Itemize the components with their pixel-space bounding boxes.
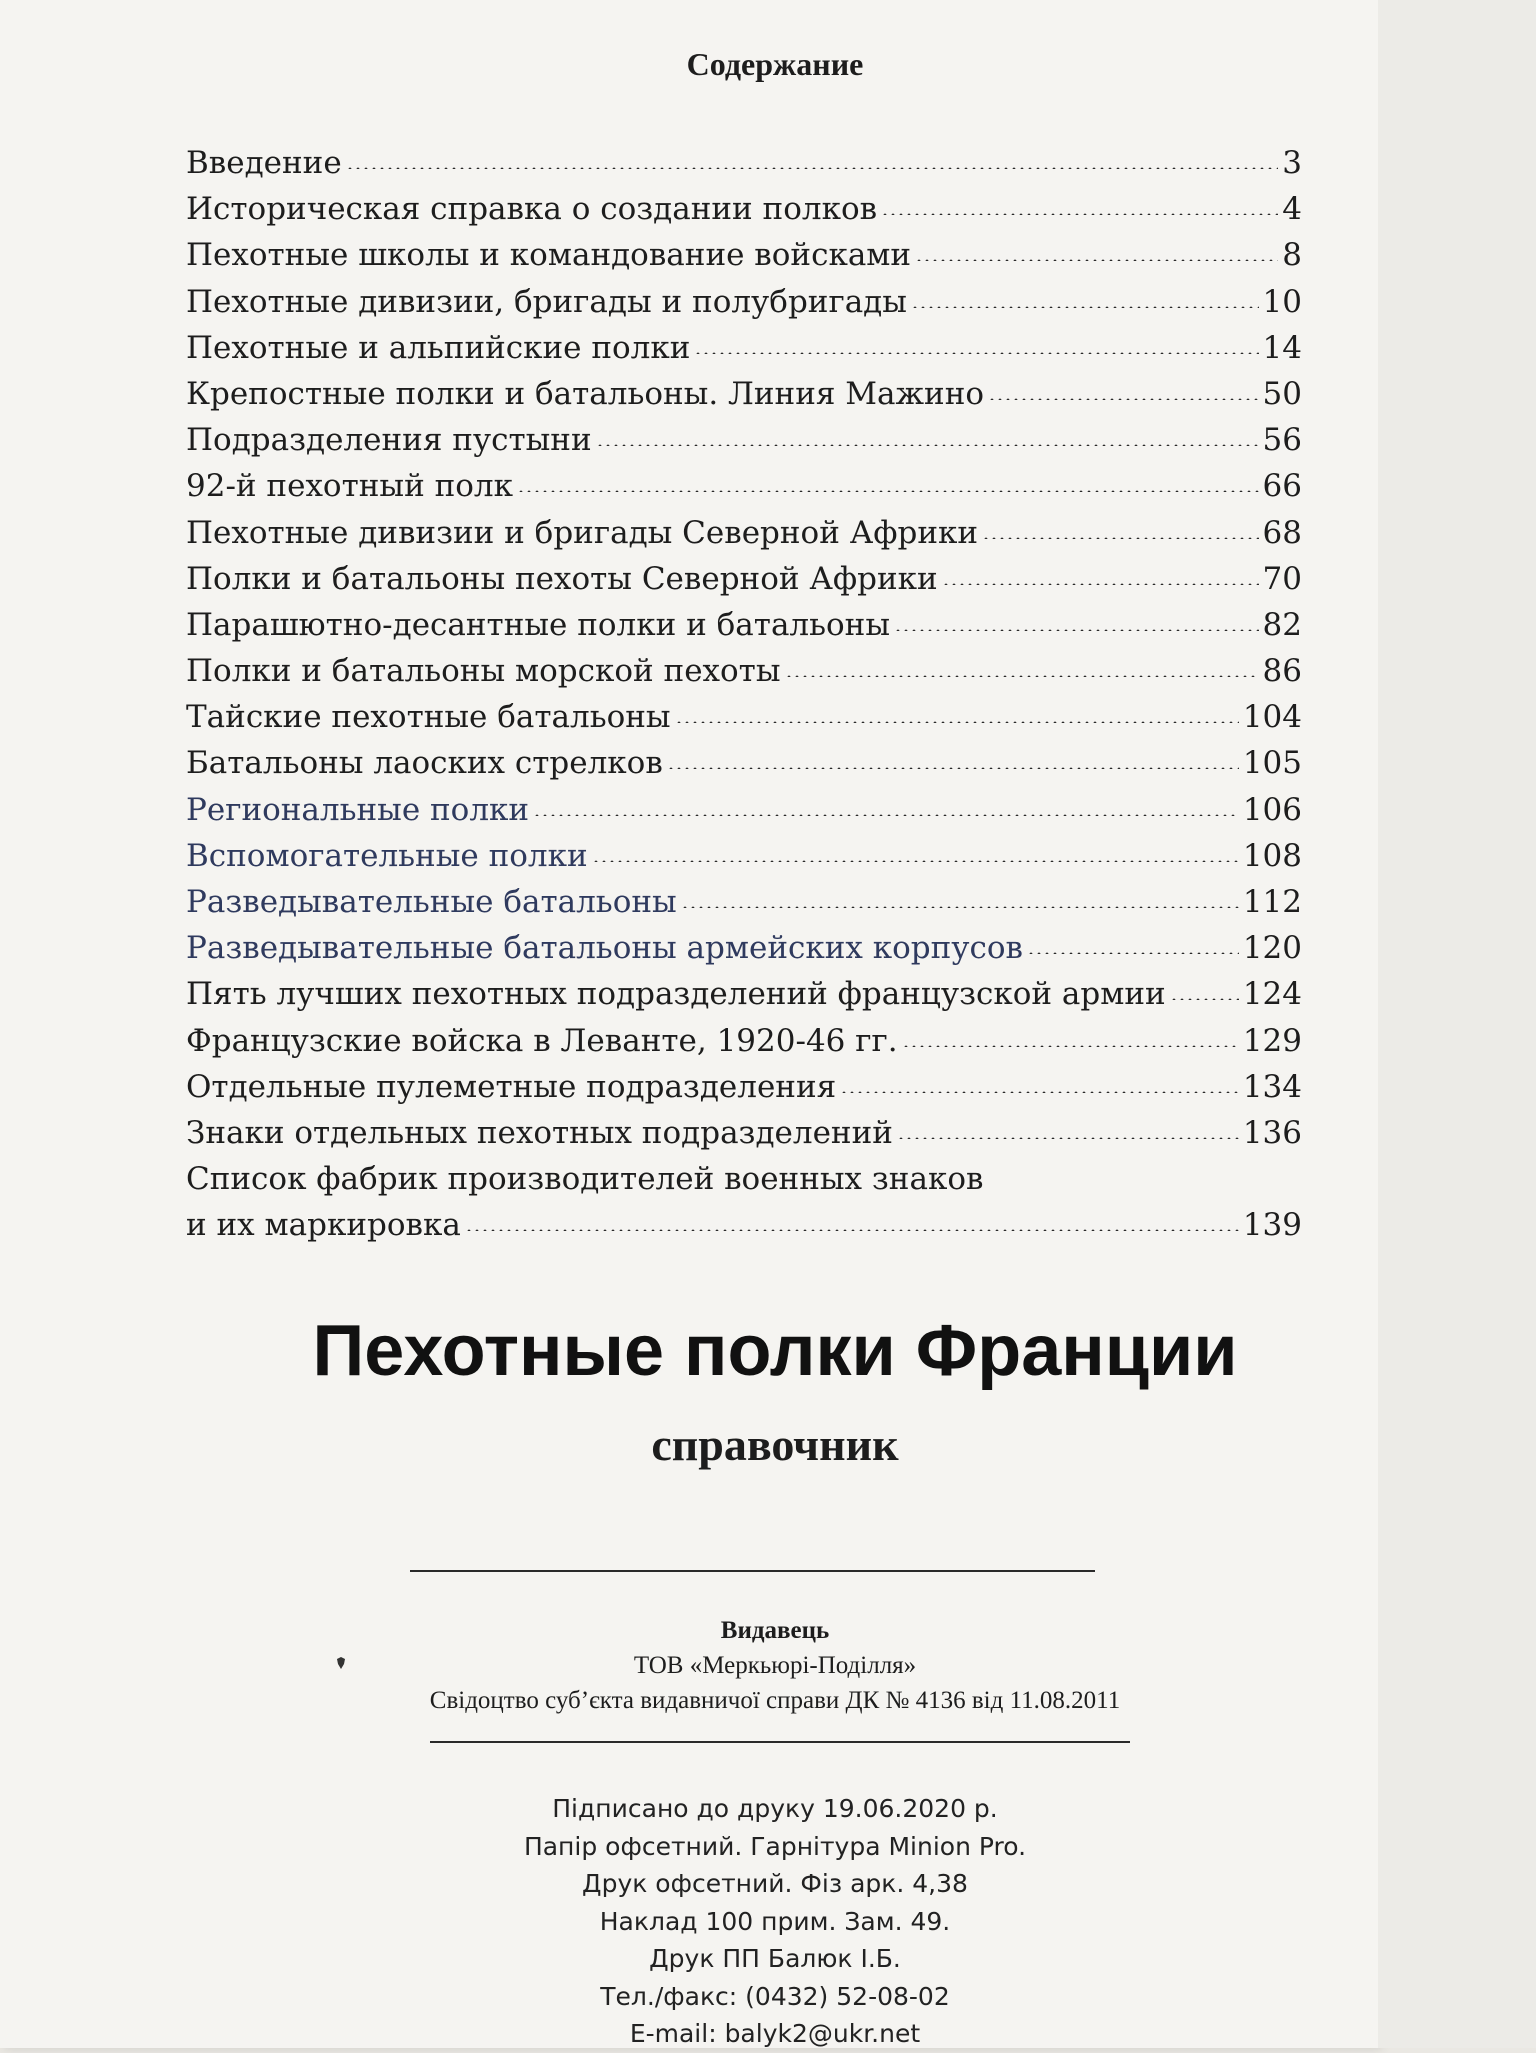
dot-leader (911, 306, 1259, 308)
toc-entry-page: 14 (1262, 329, 1302, 366)
toc-entry-page: 70 (1262, 560, 1302, 597)
toc-entry-title: Пехотные дивизии, бригады и полубригады (186, 283, 907, 320)
dot-leader (1027, 952, 1239, 954)
toc-entry-title: 92-й пехотный полк (186, 468, 513, 505)
dot-leader (517, 490, 1259, 492)
publisher-name: ТОВ «Меркьюрі-Поділля» (633, 1652, 917, 1679)
toc-entry-page: 4 (1282, 191, 1302, 228)
toc-entry (186, 140, 1302, 186)
toc-entry-title: Историческая справка о создании полков (186, 191, 878, 228)
dot-leader (988, 398, 1259, 400)
toc-entry-page: 136 (1242, 1114, 1302, 1151)
toc-entry-title: Пехотные школы и командование войсками (186, 237, 912, 274)
toc-entry-title-continued: и их маркировка (186, 1207, 461, 1244)
toc-entry-title: Парашютно-десантные полки и батальоны (186, 606, 890, 643)
toc-entry-page: 10 (1262, 283, 1302, 320)
dot-leader (894, 629, 1259, 631)
toc-entry-title: Крепостные полки и батальоны. Линия Мажино (186, 375, 985, 412)
toc-entry-title: Список фабрик производителей военных знаков (186, 1161, 984, 1198)
toc-entry-title: Тайские пехотные батальоны (186, 699, 671, 736)
toc-entry-title: Полки и батальоны морской пехоты (186, 653, 781, 690)
toc-entry-page: 108 (1242, 837, 1302, 874)
toc-entry-page: 56 (1262, 422, 1302, 459)
dot-leader (465, 1229, 1239, 1231)
toc-entry-title: Пехотные дивизии и бригады Северной Африки (186, 514, 979, 551)
toc-entry-page: 139 (1242, 1207, 1302, 1244)
toc-entry-page: 120 (1242, 930, 1302, 967)
divider-line (410, 1570, 1095, 1572)
toc-entry-title: Батальоны лаоских стрелков (186, 745, 663, 782)
toc-entry (186, 1064, 1302, 1110)
table-of-contents (186, 140, 1302, 1248)
dot-leader (902, 1045, 1239, 1047)
book-subtitle: справочник (651, 1419, 899, 1470)
toc-entry (186, 694, 1302, 740)
publisher-certificate: Свідоцтво суб’єкта видавничої справи ДК № 4136 від 11.08.2011 (429, 1687, 1121, 1714)
imprint-line: Друк ПП Балюк І.Б. (649, 1944, 901, 1973)
toc-entry-title: Региональные полки (186, 791, 530, 828)
toc-entry (186, 879, 1302, 925)
imprint-line: Друк офсетний. Фіз арк. 4,38 (582, 1869, 968, 1898)
toc-entry-title: Подразделения пустыни (186, 422, 592, 459)
dot-leader (881, 213, 1278, 215)
toc-entry-page: 106 (1242, 791, 1302, 828)
toc-entry-page: 105 (1242, 745, 1302, 782)
toc-entry-page: 8 (1282, 237, 1302, 274)
toc-entry-title: Разведывательные батальоны армейских корпусов (186, 930, 1023, 967)
toc-entry (186, 1156, 1302, 1248)
toc-entry-page: 134 (1242, 1068, 1302, 1105)
dot-leader (982, 537, 1259, 539)
dot-leader (915, 259, 1278, 261)
toc-entry-title: Пять лучших пехотных подразделений французской армии (186, 976, 1166, 1013)
adjacent-page-edge (1378, 0, 1536, 2048)
toc-entry (186, 325, 1302, 371)
imprint-line: E-mail: balyk2@ukr.net (629, 2019, 921, 2048)
dot-leader (667, 767, 1239, 769)
toc-entry-title: Разведывательные батальоны (186, 884, 677, 920)
imprint-line: Тел./факс: (0432) 52-08-02 (600, 1981, 950, 2011)
toc-entry-page: 86 (1262, 653, 1302, 690)
imprint-line: Підписано до друку 19.06.2020 р. (552, 1794, 998, 1823)
dot-leader (840, 1091, 1239, 1093)
toc-entry-page: 50 (1262, 375, 1302, 412)
toc-entry (186, 417, 1302, 463)
dot-leader (897, 1137, 1239, 1139)
toc-heading: Содержание (686, 46, 864, 82)
imprint-line: Наклад 100 прим. Зам. 49. (599, 1906, 951, 1936)
imprint-block (0, 1790, 1536, 2053)
toc-entry-title: Введение (186, 145, 342, 181)
dot-leader (592, 860, 1239, 862)
toc-entry (186, 463, 1302, 509)
dot-leader (694, 352, 1258, 354)
dot-leader (596, 444, 1259, 446)
toc-entry (186, 971, 1302, 1017)
publisher-label: Видавець (720, 1617, 830, 1644)
toc-entry (186, 740, 1302, 786)
toc-entry (186, 186, 1302, 232)
toc-entry (186, 232, 1302, 278)
toc-entry-page: 66 (1262, 468, 1302, 505)
toc-entry-title: Полки и батальоны пехоты Северной Африки (186, 560, 938, 597)
dot-leader (681, 906, 1239, 908)
dot-leader (1170, 998, 1239, 1000)
toc-entry (186, 510, 1302, 556)
imprint-line: Папір офсетний. Гарнітура Minion Pro. (523, 1831, 1027, 1861)
toc-entry-page: 112 (1242, 884, 1302, 920)
toc-entry (186, 1110, 1302, 1156)
toc-entry (186, 833, 1302, 879)
toc-entry-title: Вспомогательные полки (186, 837, 588, 874)
dot-leader (942, 583, 1259, 585)
dot-leader (346, 167, 1279, 169)
toc-entry (186, 787, 1302, 833)
publisher-block (0, 1613, 1536, 1718)
book-title: Пехотные полки Франции (312, 1311, 1238, 1391)
toc-entry-page: 104 (1242, 699, 1302, 736)
toc-entry (186, 556, 1302, 602)
toc-entry (186, 371, 1302, 417)
toc-entry-page: 3 (1282, 145, 1302, 181)
toc-entry-title: Французские войска в Леванте, 1920-46 гг. (186, 1022, 898, 1059)
dot-leader (533, 814, 1239, 816)
toc-entry-title: Пехотные и альпийские полки (186, 329, 691, 366)
toc-entry (186, 279, 1302, 325)
toc-entry-page: 68 (1262, 514, 1302, 551)
toc-entry-page: 82 (1262, 606, 1302, 643)
toc-entry (186, 602, 1302, 648)
toc-entry-page: 124 (1242, 976, 1302, 1013)
toc-entry (186, 648, 1302, 694)
toc-entry-page: 129 (1242, 1022, 1302, 1059)
toc-entry-title: Отдельные пулеметные подразделения (186, 1068, 837, 1105)
toc-entry-title: Знаки отдельных пехотных подразделений (186, 1114, 893, 1151)
toc-entry (186, 925, 1302, 971)
toc-entry (186, 1018, 1302, 1064)
dot-leader (675, 721, 1239, 723)
dot-leader (785, 675, 1259, 677)
divider-line (430, 1741, 1130, 1743)
